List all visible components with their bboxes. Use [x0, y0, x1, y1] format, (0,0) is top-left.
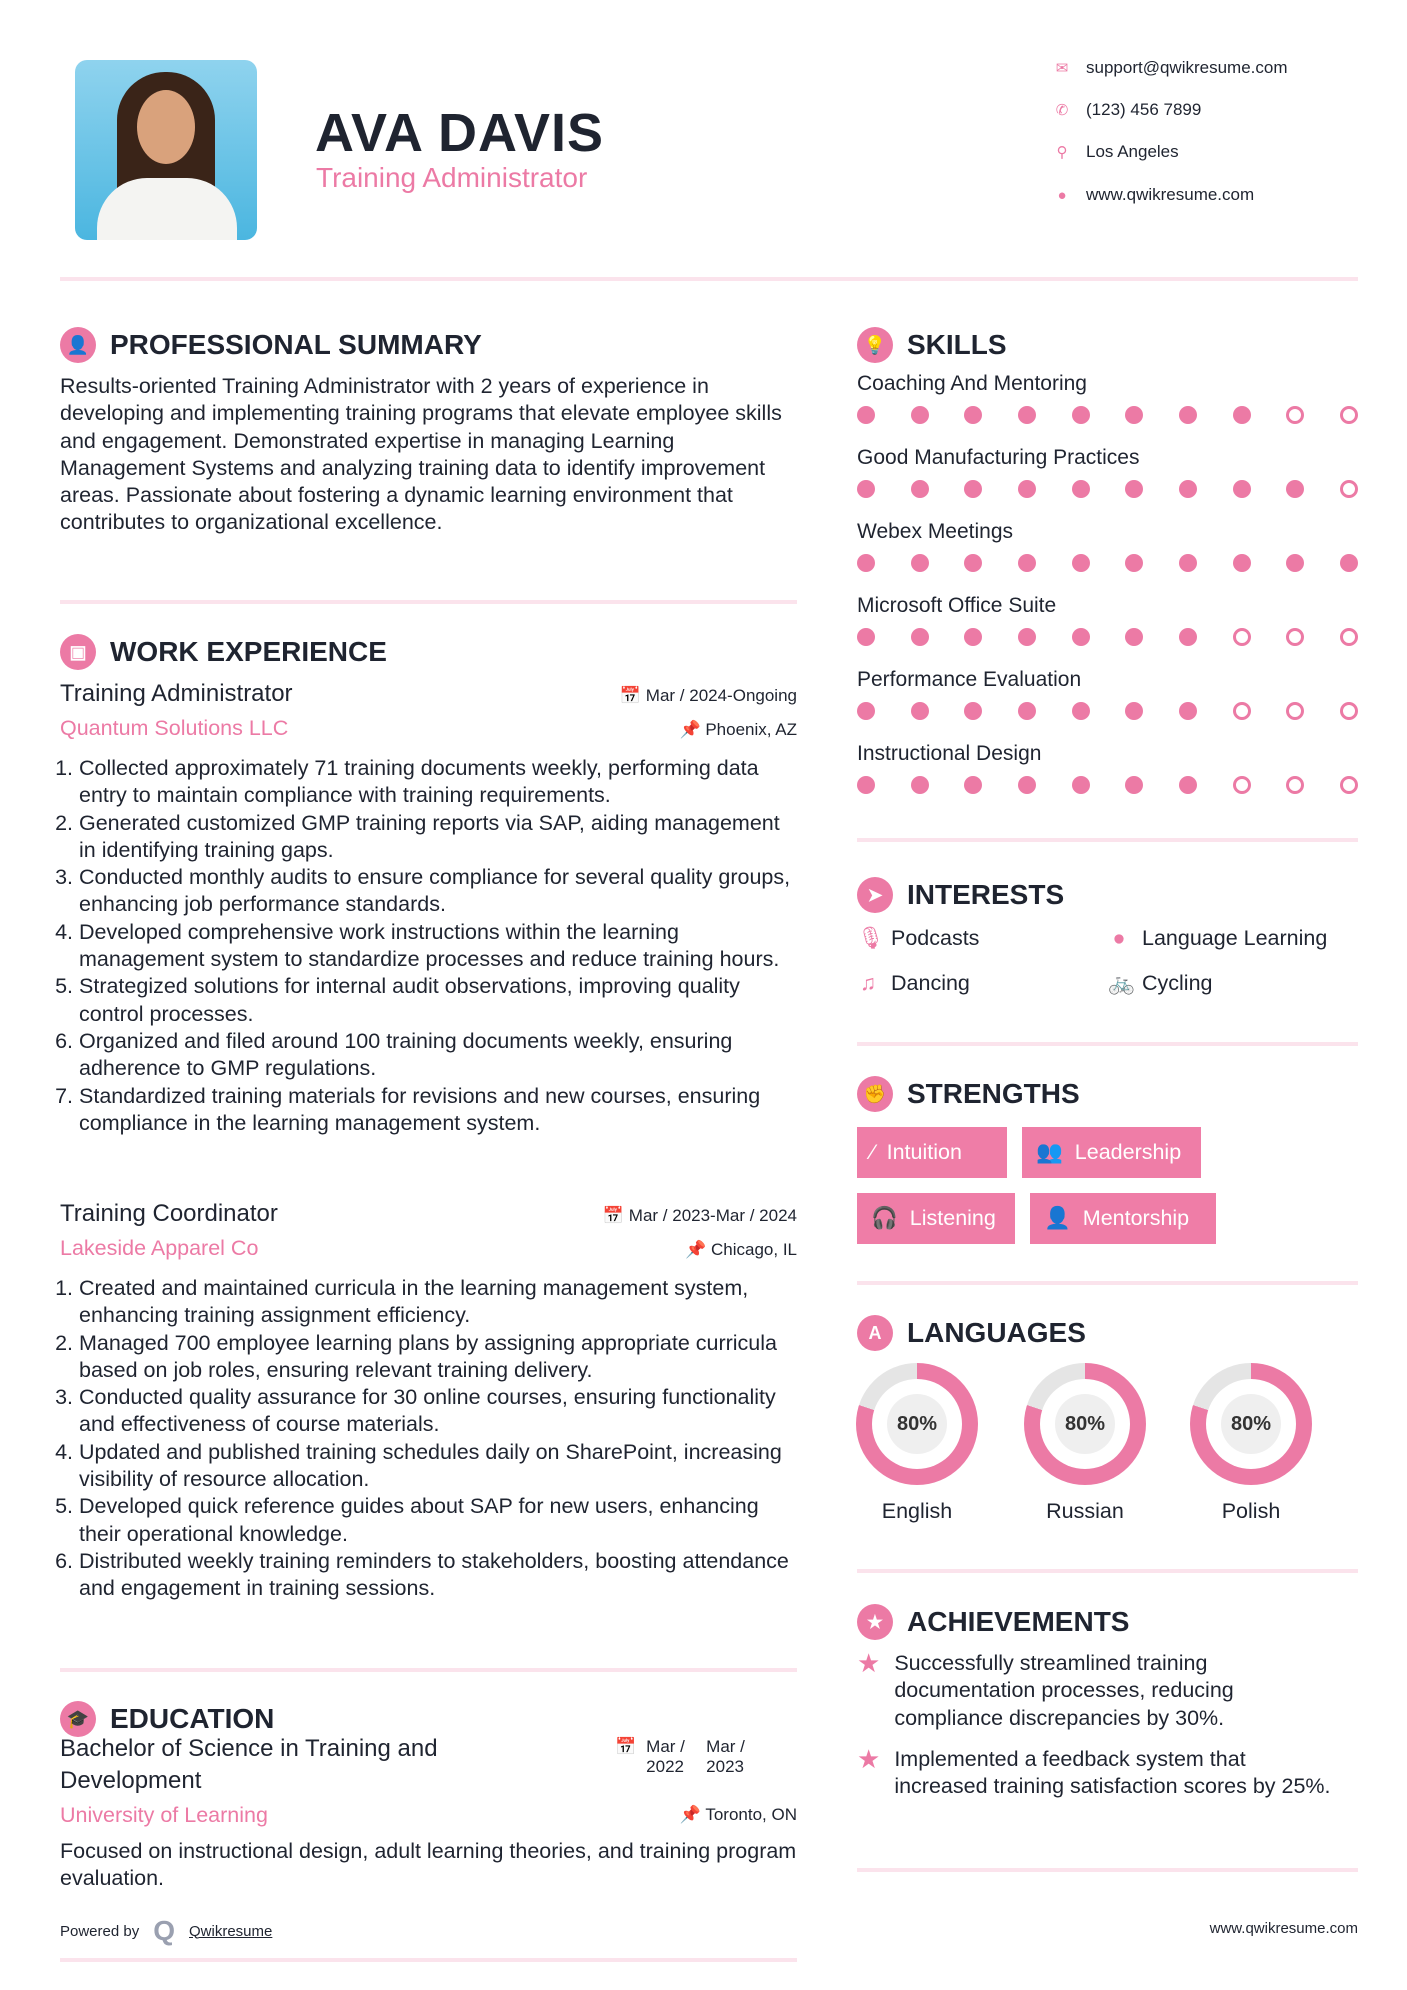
start-date: Mar / 2022	[646, 1737, 685, 1776]
contact-website[interactable]	[1052, 185, 1254, 205]
section-divider	[857, 838, 1358, 842]
location-text: Phoenix, AZ	[705, 720, 797, 739]
rating-dot-filled	[1179, 628, 1197, 646]
rating-dot-filled	[1233, 406, 1251, 424]
language-donut	[1024, 1363, 1146, 1485]
job-title: Training Coordinator	[60, 1200, 278, 1227]
star-icon: ★	[857, 1744, 881, 1774]
skills-list	[857, 372, 1358, 816]
interests-heading	[857, 877, 1064, 913]
rating-dot-empty	[1233, 776, 1251, 794]
skill-rating	[857, 628, 1358, 646]
interest-label: Dancing	[891, 971, 970, 995]
bullet: 6. Distributed weekly training reminders to stakeholders, boosting attendance and engagement in training sessions.	[79, 1548, 797, 1603]
skill-rating	[857, 406, 1358, 424]
job-bullets	[60, 1275, 797, 1603]
skill-rating	[857, 480, 1358, 498]
bullet: 5. Strategized solutions for internal audit observations, improving quality control processes.	[79, 973, 797, 1028]
graduate-icon: 🎓	[60, 1701, 96, 1737]
tag-label: Leadership	[1074, 1140, 1182, 1164]
contact-location	[1052, 142, 1179, 162]
interest-item	[857, 971, 970, 996]
heading-text: INTERESTS	[907, 879, 1065, 910]
rating-dot-filled	[964, 554, 982, 572]
rating-dot-filled	[1125, 554, 1143, 572]
school-name: University of Learning	[60, 1803, 268, 1827]
language-name: English	[881, 1499, 953, 1523]
strength-tag	[857, 1193, 1015, 1244]
rating-dot-filled	[1018, 776, 1036, 794]
interest-label: Language Learning	[1142, 926, 1328, 950]
bullet: 4. Updated and published training schedules daily on SharePoint, increasing visibility of resource allocation.	[79, 1439, 797, 1494]
magic-wand-icon: ⁄	[871, 1140, 875, 1164]
rating-dot-empty	[1233, 702, 1251, 720]
section-divider	[857, 1868, 1358, 1872]
achievement-text: Implemented a feedback system that increased training satisfaction scores by 25%.	[894, 1747, 1331, 1799]
interest-label: Cycling	[1142, 971, 1213, 995]
lightbulb-icon: 💡	[857, 327, 893, 363]
skill-item	[857, 668, 1358, 742]
education-location	[600, 1805, 797, 1825]
heading-text: WORK EXPERIENCE	[110, 636, 387, 667]
heading-text: EDUCATION	[110, 1703, 275, 1734]
job-location	[679, 720, 797, 740]
rating-dot-filled	[857, 776, 875, 794]
job-entry	[60, 680, 797, 1137]
skill-item	[857, 446, 1358, 520]
rating-dot-filled	[911, 554, 929, 572]
rating-dot-filled	[1072, 406, 1090, 424]
rating-dot-empty	[1286, 702, 1304, 720]
globe-icon: ●	[1057, 186, 1067, 204]
contact-text: www.qwikresume.com	[1086, 185, 1255, 204]
rating-dot-empty	[1340, 776, 1358, 794]
rating-dot-filled	[1233, 480, 1251, 498]
summary-text: Results-oriented Training Administrator with 2 years of experience in developing and implementing training programs that elevate employee skills and engagement. Demonstrated expertise in managing Learning Management Systems and analyzing training data to identify improvement areas. Passionate about fostering a dynamic learning environment that contributes to organizational excellence.	[60, 374, 782, 535]
strength-tag	[857, 1127, 1007, 1178]
microphone-icon: 🎙	[857, 926, 885, 950]
achievement-text: Successfully streamlined training documentation processes, reducing compliance discrepancies by 30%.	[894, 1651, 1234, 1730]
rating-dot-filled	[964, 406, 982, 424]
fist-icon: ✊	[857, 1076, 893, 1112]
bullet: 2. Generated customized GMP training reports via SAP, aiding management in identifying training gaps.	[79, 810, 797, 865]
rating-dot-filled	[1179, 554, 1197, 572]
tag-label: Intuition	[886, 1140, 962, 1164]
language-name: Polish	[1221, 1499, 1281, 1523]
skills-heading	[857, 327, 1007, 363]
date-text: Mar / 2024-Ongoing	[645, 686, 797, 705]
powered-by	[60, 1915, 272, 1947]
heading-text: STRENGTHS	[907, 1078, 1080, 1109]
user-icon: 👤	[60, 327, 96, 363]
rating-dot-filled	[1125, 628, 1143, 646]
rating-dot-filled	[1125, 406, 1143, 424]
rating-dot-filled	[1125, 776, 1143, 794]
company-name: Lakeside Apparel Co	[60, 1236, 259, 1260]
rating-dot-empty	[1340, 480, 1358, 498]
paper-plane-icon: ➤	[857, 877, 893, 913]
rating-dot-filled	[964, 702, 982, 720]
section-divider	[857, 1569, 1358, 1573]
pin-icon: 📌	[679, 720, 706, 739]
header-divider	[60, 277, 1358, 281]
headphones-icon: 🎧	[871, 1206, 898, 1230]
job-date	[603, 1206, 797, 1226]
rating-dot-filled	[1286, 554, 1304, 572]
rating-dot-filled	[1233, 554, 1251, 572]
bullet: 3. Conducted monthly audits to ensure compliance for several quality groups, enhancing job performance standards.	[79, 864, 797, 919]
end-date: Mar / 2023	[706, 1737, 745, 1776]
percent-label: 80%	[1221, 1394, 1281, 1454]
skill-name: Coaching And Mentoring	[857, 372, 1087, 395]
job-bullets	[60, 755, 797, 1137]
date-text: Mar / 2023-Mar / 2024	[628, 1206, 797, 1225]
skill-item	[857, 742, 1358, 816]
job-date	[620, 686, 797, 706]
company-name: Quantum Solutions LLC	[60, 716, 289, 740]
rating-dot-empty	[1233, 628, 1251, 646]
skill-name: Microsoft Office Suite	[857, 594, 1057, 617]
heading-text: LANGUAGES	[907, 1317, 1086, 1348]
users-icon: 👥	[1036, 1140, 1063, 1164]
bullet: 4. Developed comprehensive work instructions within the learning management system to standardize processes and reduce training hours.	[79, 919, 797, 974]
user-plus-icon: 👤	[1044, 1206, 1071, 1230]
contact-text: (123) 456 7899	[1086, 100, 1202, 119]
rating-dot-empty	[1340, 406, 1358, 424]
chair-icon: ▣	[60, 634, 96, 670]
bullet: 6. Organized and filed around 100 training documents weekly, ensuring adherence to GMP regulations.	[79, 1028, 797, 1083]
rating-dot-filled	[911, 406, 929, 424]
skill-rating	[857, 702, 1358, 720]
rating-dot-filled	[857, 406, 875, 424]
tag-label: Mentorship	[1082, 1206, 1190, 1230]
skill-item	[857, 594, 1358, 668]
skill-rating	[857, 776, 1358, 794]
rating-dot-filled	[1340, 554, 1358, 572]
tag-label: Listening	[909, 1206, 996, 1230]
heading-text: SKILLS	[907, 329, 1007, 360]
languages-heading	[857, 1315, 1086, 1351]
contact-text: Los Angeles	[1086, 142, 1179, 161]
degree: Bachelor of Science in Training and Development	[60, 1735, 438, 1794]
education-heading	[60, 1701, 274, 1737]
heading-text: PROFESSIONAL SUMMARY	[110, 329, 482, 360]
rating-dot-filled	[1072, 702, 1090, 720]
translate-icon: A	[857, 1315, 893, 1351]
skill-item	[857, 372, 1358, 446]
rating-dot-filled	[1125, 480, 1143, 498]
bullet: 5. Developed quick reference guides about SAP for new users, enhancing their operational knowledge.	[79, 1493, 797, 1548]
interest-item	[1108, 971, 1213, 996]
job-title: Training Administrator	[60, 680, 293, 707]
rating-dot-filled	[1072, 480, 1090, 498]
rating-dot-filled	[1179, 406, 1197, 424]
bullet: 1. Created and maintained curricula in the learning management system, enhancing training assignment efficiency.	[79, 1275, 797, 1330]
rating-dot-filled	[1179, 776, 1197, 794]
bullet: 7. Standardized training materials for revisions and new courses, ensuring compliance in the learning management system.	[79, 1083, 797, 1138]
candidate-title: Training Administrator	[316, 162, 588, 193]
rating-dot-filled	[964, 776, 982, 794]
rating-dot-filled	[1072, 776, 1090, 794]
rating-dot-filled	[911, 702, 929, 720]
footer-website[interactable]: www.qwikresume.com	[1209, 1920, 1358, 1937]
achievement-item	[857, 1746, 1337, 1801]
section-divider	[60, 600, 797, 604]
education-dates	[615, 1737, 756, 1777]
brand-link[interactable]: Qwikresume	[189, 1922, 273, 1940]
section-divider	[857, 1042, 1358, 1046]
rating-dot-filled	[1179, 480, 1197, 498]
contact-text: support@qwikresume.com	[1086, 58, 1288, 77]
skill-item	[857, 520, 1358, 594]
summary-heading	[60, 327, 482, 363]
rating-dot-filled	[857, 554, 875, 572]
powered-by-label: Powered by	[60, 1922, 140, 1940]
calendar-icon: 📅	[615, 1737, 637, 1756]
section-divider	[857, 1281, 1358, 1285]
language-donut	[856, 1363, 978, 1485]
achievements-heading	[857, 1604, 1129, 1640]
section-divider	[60, 1958, 797, 1962]
globe-icon: ●	[1112, 926, 1126, 950]
rating-dot-filled	[857, 702, 875, 720]
bullet: 2. Managed 700 employee learning plans by assigning appropriate curricula based on job roles, ensuring relevant training delivery.	[79, 1330, 797, 1385]
rating-dot-empty	[1340, 702, 1358, 720]
bullet: 3. Conducted quality assurance for 30 online courses, ensuring functionality and effectiveness of course materials.	[79, 1384, 797, 1439]
rating-dot-filled	[1125, 702, 1143, 720]
calendar-icon: 📅	[619, 686, 646, 705]
interest-label: Podcasts	[891, 926, 980, 950]
calendar-icon: 📅	[602, 1206, 629, 1225]
heading-text: ACHIEVEMENTS	[907, 1606, 1130, 1637]
skill-name: Instructional Design	[857, 742, 1042, 765]
contact-phone	[1052, 100, 1201, 120]
interest-item	[1108, 926, 1327, 951]
skill-name: Performance Evaluation	[857, 668, 1082, 691]
rating-dot-filled	[1286, 480, 1304, 498]
map-pin-icon: ⚲	[1056, 144, 1068, 161]
education-text: Focused on instructional design, adult learning theories, and training program evaluation.	[60, 1839, 797, 1891]
contact-email[interactable]	[1052, 58, 1288, 78]
language-donut	[1190, 1363, 1312, 1485]
rating-dot-empty	[1286, 776, 1304, 794]
candidate-name: AVA DAVIS	[315, 103, 605, 163]
rating-dot-filled	[1072, 628, 1090, 646]
strength-tag	[1022, 1127, 1201, 1178]
achievement-item	[857, 1650, 1337, 1732]
qwikresume-logo-icon: Q	[153, 1915, 175, 1946]
skill-name: Webex Meetings	[857, 520, 1014, 543]
rating-dot-filled	[911, 480, 929, 498]
section-divider	[60, 1668, 797, 1672]
rating-dot-filled	[1018, 406, 1036, 424]
rating-dot-filled	[1018, 554, 1036, 572]
location-text: Chicago, IL	[711, 1240, 797, 1259]
language-name: Russian	[1046, 1499, 1124, 1523]
percent-label: 80%	[887, 1394, 947, 1454]
rating-dot-filled	[857, 628, 875, 646]
strength-tag	[1030, 1193, 1216, 1244]
interest-item	[857, 926, 979, 951]
job-location	[685, 1240, 797, 1260]
envelope-icon: ✉	[1055, 60, 1069, 77]
strengths-heading	[857, 1076, 1080, 1112]
skill-rating	[857, 554, 1358, 572]
rating-dot-empty	[1286, 406, 1304, 424]
job-entry	[60, 1200, 797, 1603]
work-heading	[60, 634, 387, 670]
rating-dot-filled	[1018, 628, 1036, 646]
rating-dot-filled	[911, 776, 929, 794]
rating-dot-filled	[1018, 480, 1036, 498]
location-text: Toronto, ON	[705, 1805, 797, 1824]
phone-icon: ✆	[1055, 102, 1069, 119]
pin-icon: 📌	[679, 1805, 706, 1824]
rating-dot-filled	[1179, 702, 1197, 720]
rating-dot-filled	[1072, 554, 1090, 572]
profile-photo	[75, 60, 257, 240]
percent-label: 80%	[1055, 1394, 1115, 1454]
pin-icon: 📌	[685, 1240, 711, 1259]
rating-dot-filled	[964, 628, 982, 646]
skill-name: Good Manufacturing Practices	[857, 446, 1140, 469]
rating-dot-filled	[857, 480, 875, 498]
music-icon: ♫	[859, 971, 877, 995]
rating-dot-filled	[964, 480, 982, 498]
star-icon: ★	[857, 1648, 881, 1678]
bicycle-icon: 🚲	[1108, 971, 1135, 995]
star-badge-icon: ★	[857, 1604, 893, 1640]
rating-dot-empty	[1286, 628, 1304, 646]
rating-dot-filled	[911, 628, 929, 646]
rating-dot-empty	[1340, 628, 1358, 646]
rating-dot-filled	[1018, 702, 1036, 720]
bullet: 1. Collected approximately 71 training documents weekly, performing data entry to maintain compliance with training requirements.	[79, 755, 797, 810]
